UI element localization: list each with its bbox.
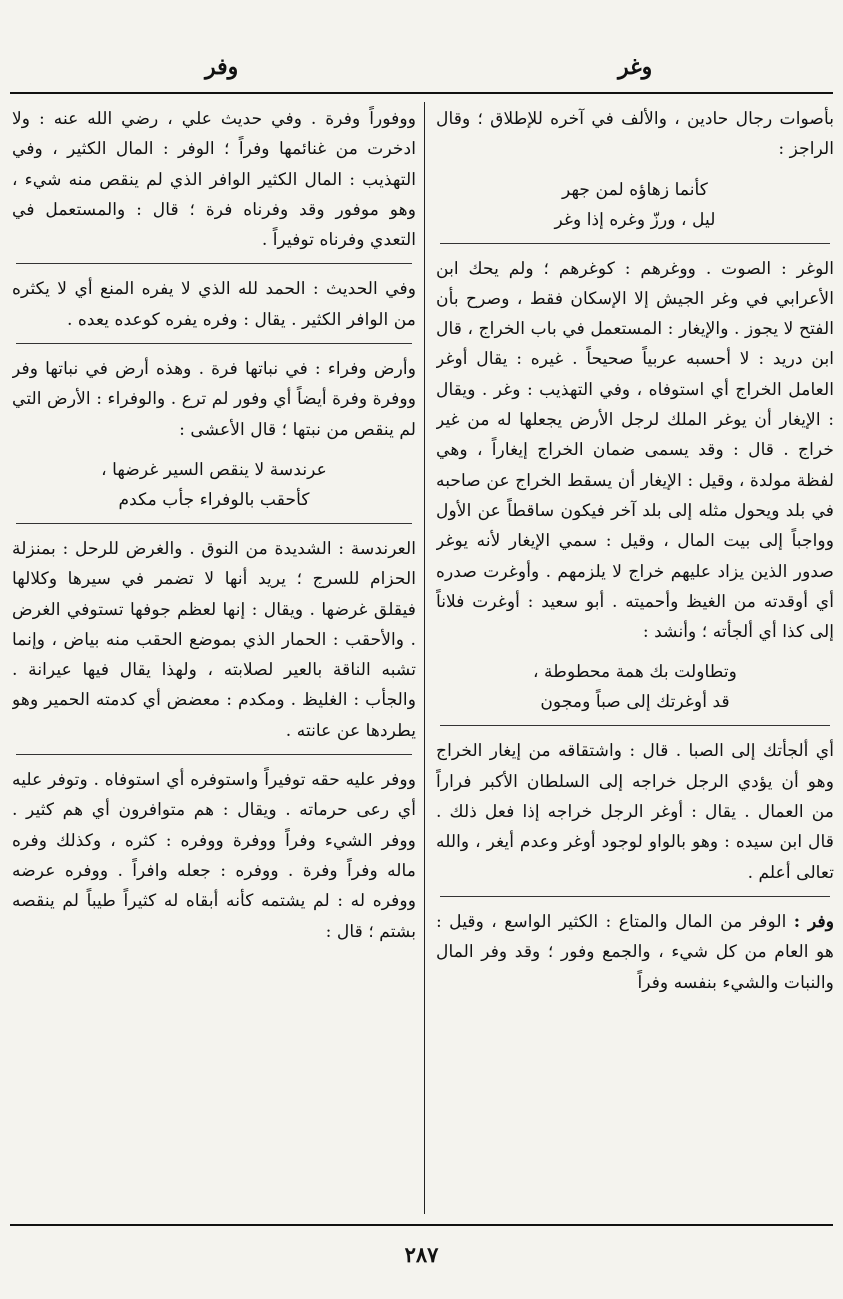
entry-headword: وفر : [793, 911, 834, 932]
verse-line: قد أوغرتك إلى صباً ومجون [540, 692, 730, 713]
paragraph: الوغر : الصوت . ووغرهم : كوغرهم ؛ ولم يحك ابن الأعرابي في وغر الجيش إلا الإسكان فقط ، وصرح بأن الفتح لا يجوز . والإيغار : المستعمل في باب الخراج ، قال ابن دريد : لا أحسبه عربياً صحيحاً . غيره : يقال أوغر العامل الخراج أي استوفاه ، وفي التهذيب : وغر . ويقال : الإيغار أن يوغر الملك لرجل الأرض يجعلها له من غير خراج . قال : وقد يسمى ضمان الخراج إيغاراً ، وهي لفظة مولدة ، وقيل : الإيغار أن يسقط الخراج عن صاحبه في بلد ويحول مثله إلى بلد آخر فيكون ساقطاً عن الأول وواجباً إلى بيت المال ، وقيل : سمي الإيغار لأنه يوغر صدور الذين يزاد عليهم خراج لا يلزمهم . وأوغرت صدره أي أوقدته من الغيظ وأحميته . أبو سعيد : أوغرت فلاناً إلى كذا أي ألجأته ؛ وأنشد : [436, 258, 834, 643]
separator [16, 754, 412, 755]
separator [16, 263, 412, 264]
paragraph: أي ألجأتك إلى الصبا . قال : واشتقاقه من إيغار الخراج وهو أن يؤدي الرجل خراجه إلى السلطان الأكبر فراراً من العمال . يقال : أوغر الرجل خراجه إذا فعل ذلك . قال ابن سيده : وهو بالواو لوجود أوغر وعدم أيغر ، والله تعالى أعلم . [436, 741, 834, 883]
verse [436, 657, 834, 717]
verse-line: ليل ، ورزّ وغره إذا وغر [554, 209, 716, 230]
verse-line: كأحقب بالوفراء جأب مكدم [118, 489, 310, 510]
verse-line: عرندسة لا ينقص السير غرضها ، [101, 459, 327, 480]
separator [16, 523, 412, 524]
paragraph: بأصوات رجال حادين ، والألف في آخره للإطلاق ؛ وقال الراجز : [436, 109, 834, 160]
verse [12, 455, 416, 515]
header-rule [10, 92, 833, 94]
right-column [436, 104, 834, 1214]
verse [436, 175, 834, 235]
verse-line: كأنما زهاؤه لمن جهر [562, 179, 708, 200]
entry-text: الوفر من المال والمتاع : الكثير الواسع ، وقيل : هو العام من كل شيء ، والجمع وفور ؛ وقد وفر المال والنبات والشيء بنفسه وفراً [436, 911, 834, 993]
paragraph: وفي الحديث : الحمد لله الذي لا يفره المنع أي لا يكثره من الوافر الكثير . يقال : وفره يفره كوعده يعده . [12, 279, 416, 330]
paragraph: وأرض وفراء : في نباتها فرة . وهذه أرض في نباتها وفر ووفرة وفرة أيضاً أي وفور لم ترع . والوفراء : الأرض التي لم ينقص من نبتها ؛ قال الأعشى : [12, 359, 416, 440]
paragraph: ووفر عليه حقه توفيراً واستوفره أي استوفاه . وتوفر عليه أي رعى حرماته . ويقال : هم متوافرون أي هم كثير . ووفر الشيء وفراً ووفرة ووفره : كثره ، وكذلك وفره ماله وفراً وفرة . ووفره : جعله وافراً . ووفره عرضه ووفره له : لم يشتمه كأنه أبقاه له كثيراً طيباً لم ينقصه بشتم ؛ قال : [12, 770, 416, 942]
column-divider [424, 102, 425, 1214]
paragraph: العرندسة : الشديدة من النوق . والغرض للرحل : بمنزلة الحزام للسرج ؛ يريد أنها لا تضمر في سيرها وكلالها فيقلق غرضها . ويقال : إنها لعظم جوفها تستوفي الغرض . والأحقب : الحمار الذي بموضع الحقب منه بياض ، وإنما تشبه الناقة بالعير لصلابته ، ولهذا يقال فيها عيرانة . والجأب : الغليظ . ومكدم : معضض أي كدمته الحمير وهو يطردها عن عانته . [12, 538, 416, 741]
separator [440, 725, 830, 726]
footer-rule [10, 1224, 833, 1226]
separator [440, 243, 830, 244]
left-column [12, 104, 416, 1214]
entry-paragraph [436, 907, 834, 998]
page-number: ٢٨٧ [404, 1242, 439, 1267]
paragraph: ووفوراً وفرة . وفي حديث علي ، رضي الله عنه : ولا ادخرت من غنائمها وفراً ؛ الوفر : المال الكثير ، وفي التهذيب : المال الكثير الوافر الذي لم ينقص منه شيء ، وهو موفور وقد وفرناه فرة ؛ قال : والمستعمل في التعدي وفرناه توفيراً . [12, 109, 416, 251]
header-left-title: وفر [205, 54, 239, 80]
separator [440, 896, 830, 897]
verse-line: وتطاولت بك همة محطوطة ، [533, 662, 737, 683]
header-right-title: وغر [618, 54, 653, 80]
separator [16, 343, 412, 344]
